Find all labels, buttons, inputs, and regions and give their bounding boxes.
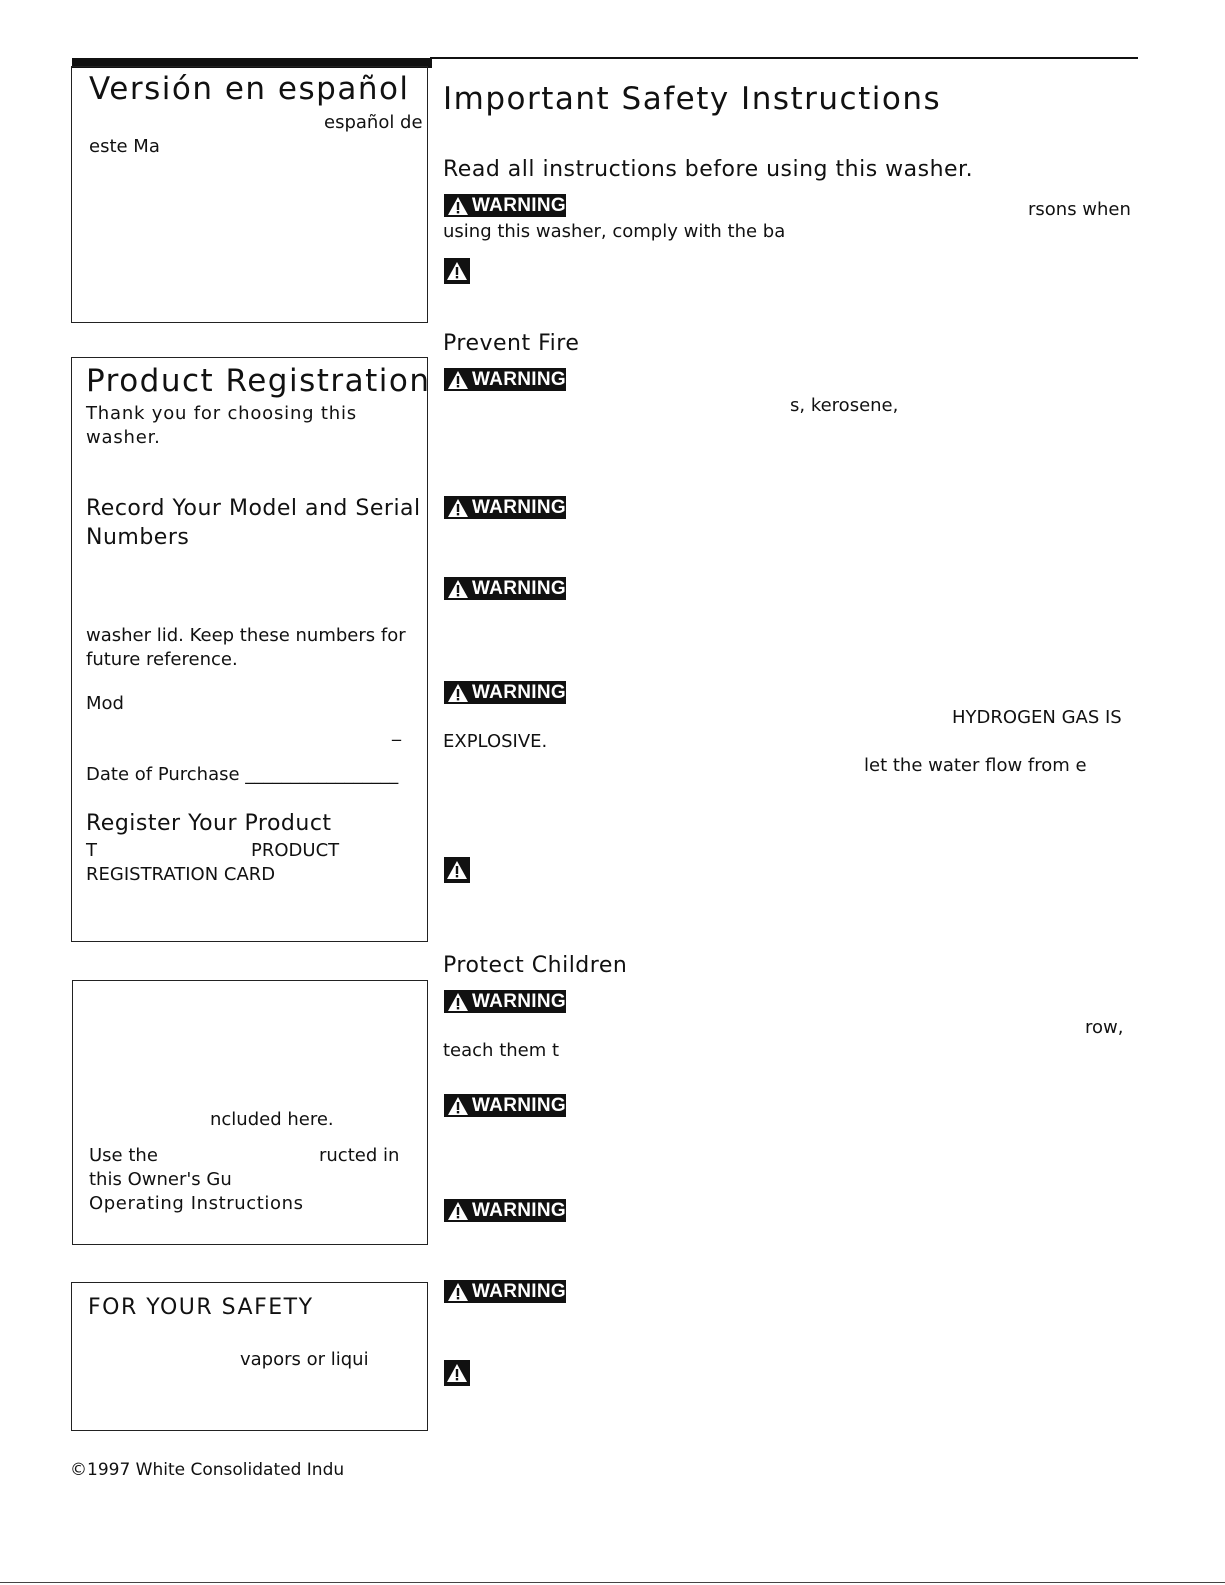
copyright: ©1997 White Consolidated Indu [70,1460,345,1480]
registration-intro-1: Thank you for choosing this [86,403,357,424]
record-body-1: washer lid. Keep these numbers for [86,625,406,646]
warning-label: WARNING [472,577,566,599]
warning-triangle-icon [447,1096,469,1116]
warning-label: WARNING [472,368,566,390]
for-your-safety-box [71,1282,428,1431]
warning-triangle-icon [447,196,469,216]
register-title: Register Your Product [86,811,332,836]
warning-badge [444,990,566,1013]
guide-line1: ncluded here. [210,1109,334,1130]
spanish-version-box [71,66,428,323]
registration-intro-2: washer. [86,427,161,448]
warning-label: WARNING [472,194,566,216]
record-body-2: future reference. [86,649,238,670]
warning-triangle-icon [447,579,469,599]
top-rule [430,57,1138,59]
warning-badge [444,1199,566,1222]
warning-label: WARNING [472,1094,566,1116]
guide-line3: this Owner's Gu [89,1169,232,1190]
warning-triangle-icon [447,1282,469,1302]
guide-line4: Operating Instructions [89,1193,304,1214]
warning-badge [444,1094,566,1117]
warning-badge [444,1280,566,1303]
page-title: Important Safety Instructions [443,81,942,117]
prevent-fire-heading: Prevent Fire [443,331,580,356]
warning-triangle-icon [447,370,469,390]
caution-icon [444,258,470,284]
spanish-line1: español de [324,112,423,133]
guide-line2-a: Use the [89,1145,158,1166]
caution-icon [444,1360,470,1386]
w1-line1: rsons when [1028,199,1131,220]
hydrogen-text: HYDROGEN GAS IS [952,707,1122,728]
warning-triangle-icon [447,992,469,1012]
record-title-1: Record Your Model and Serial [86,496,421,521]
explosive-text: EXPLOSIVE. [443,731,548,752]
read-all-heading: Read all instructions before using this washer. [443,157,974,182]
warning-label: WARNING [472,990,566,1012]
w1-line2: using this washer, comply with the ba [443,221,786,242]
protect-children-line1: row, [1085,1017,1124,1038]
purchase-date-label: Date of Purchase _________________ [86,764,399,785]
protect-children-line2: teach them t [443,1040,560,1061]
prevent-fire-line1: s, kerosene, [790,395,899,416]
protect-children-heading: Protect Children [443,953,628,978]
warning-triangle-icon [447,683,469,703]
warning-triangle-icon [447,1201,469,1221]
warning-badge [444,194,566,217]
guide-line2-b: ructed in [319,1145,400,1166]
warning-badge [444,681,566,704]
warning-badge [444,496,566,519]
spanish-line2: este Ma [89,136,160,157]
register-line2: REGISTRATION CARD [86,864,276,885]
record-title-2: Numbers [86,525,190,550]
serial-blank: _ [392,721,401,742]
safety-line1: vapors or liqui [240,1349,369,1370]
warning-triangle-icon [447,498,469,518]
warning-label: WARNING [472,1280,566,1302]
model-label: Mod [86,693,124,714]
register-line1-a: T [86,840,97,861]
let-water-text: let the water flow from e [864,755,1087,776]
bottom-rule [0,1582,1225,1583]
caution-icon [444,857,470,883]
register-line1-b: PRODUCT [251,840,340,861]
warning-label: WARNING [472,681,566,703]
guide-box [72,980,428,1245]
warning-badge [444,368,566,391]
warning-label: WARNING [472,1199,566,1221]
safety-title: FOR YOUR SAFETY [88,1295,314,1320]
warning-badge [444,577,566,600]
spanish-title: Versión en español [89,71,410,107]
warning-label: WARNING [472,496,566,518]
product-registration-box [71,357,431,942]
registration-title: Product Registration [86,363,431,399]
